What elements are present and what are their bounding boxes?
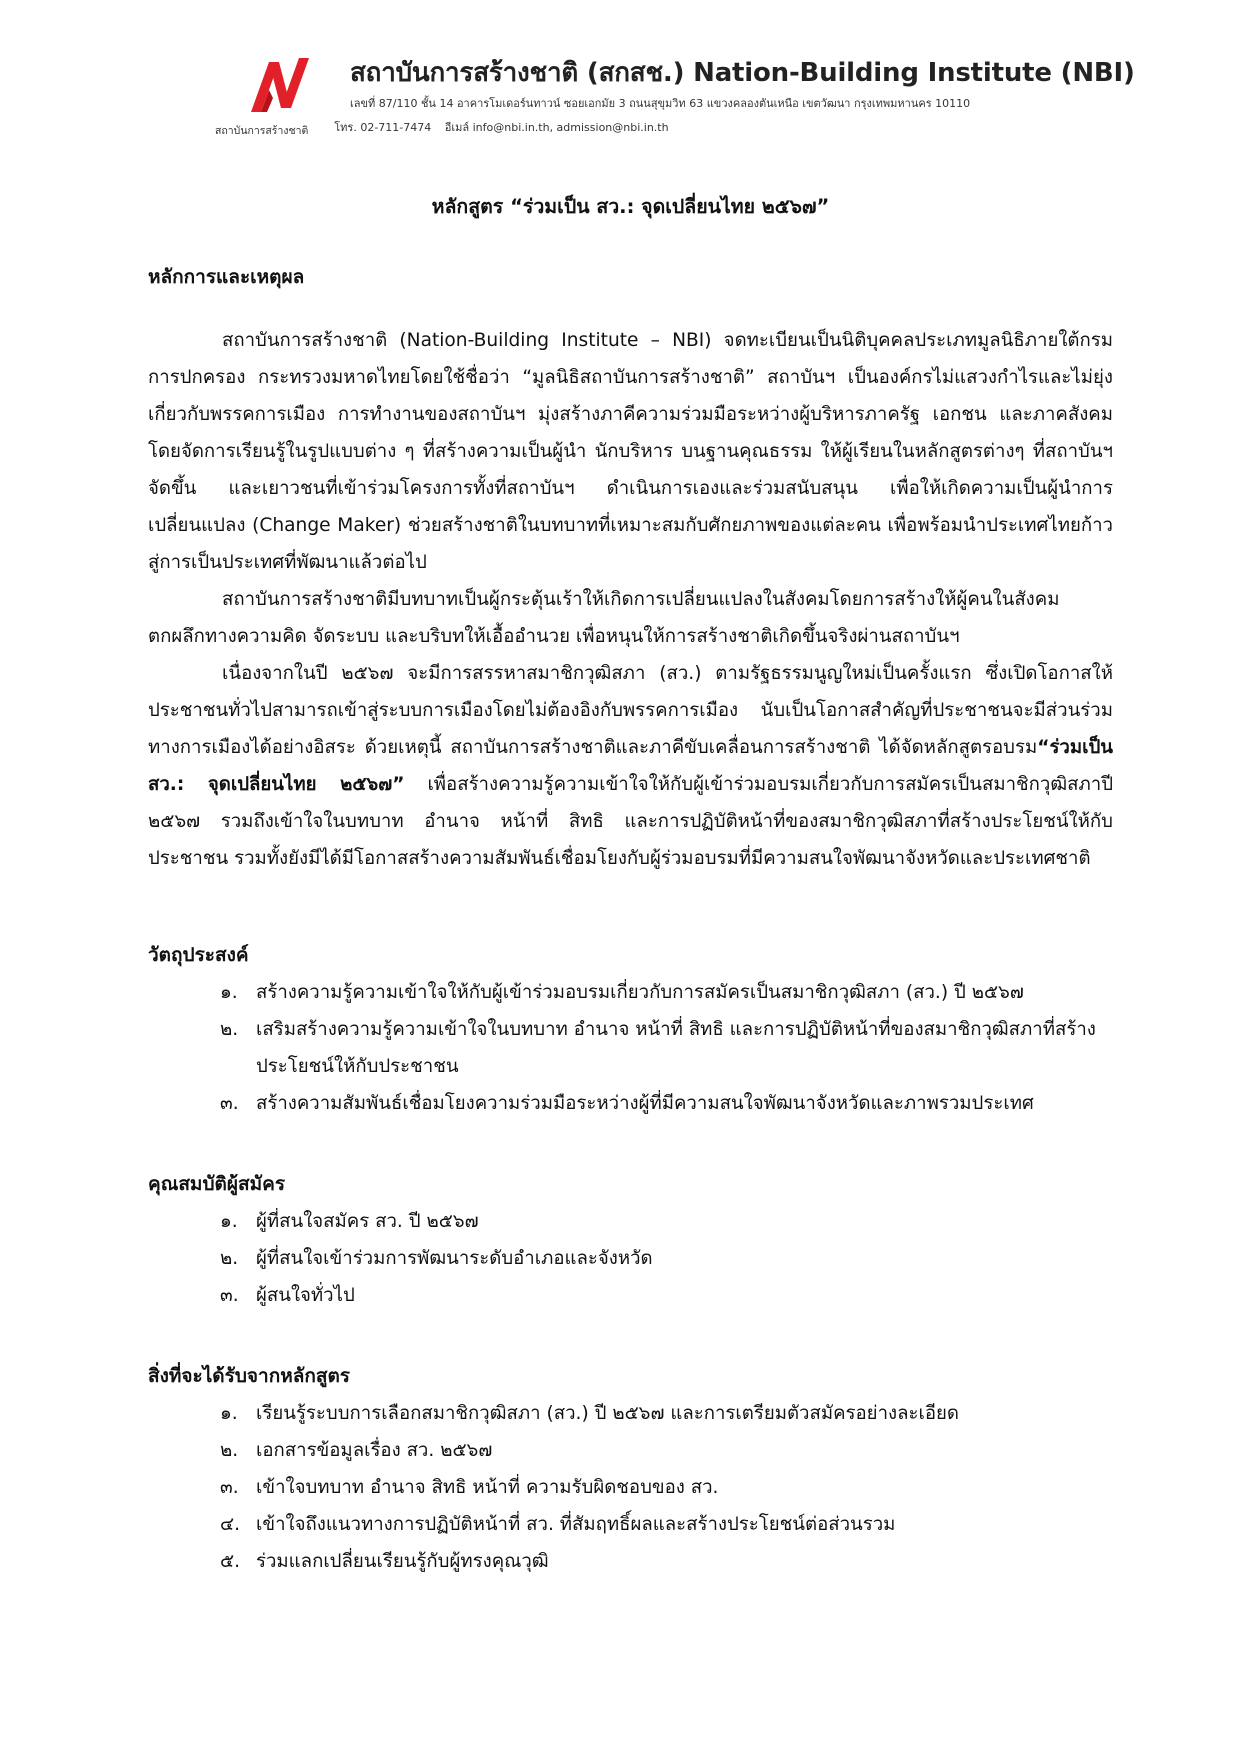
list-item-text: ผู้ที่สนใจสมัคร สว. ปี ๒๕๖๗: [256, 1211, 479, 1232]
list-item-text: เรียนรู้ระบบการเลือกสมาชิกวุฒิสภา (สว.) ปี ๒๕๖๗ และการเตรียมตัวสมัครอย่างละเอียด: [256, 1403, 959, 1424]
list-item: [220, 1506, 1113, 1543]
org-title: สถาบันการสร้างชาติ (สกสช.) Nation-Building Institute (NBI): [350, 58, 1135, 88]
list-item: [220, 1395, 1113, 1432]
paragraph-3-text-continued: เพื่อสร้างความรู้ความเข้าใจให้กับผู้เข้าร่วมอบรมเกี่ยวกับการสมัครเป็นสมาชิกวุฒิสภาปี ๒๕๖๗ รวมถึงเข้าใจในบทบาท อำนาจ หน้าที่ สิทธิ และการปฏิบัติหน้าที่ของสมาชิกวุฒิสภาที่สร้างประโยชน์ให้กับประชาชน รวมทั้งยังมีได้มีโอกาสสร้างความสัมพันธ์เชื่อมโยงกับผู้ร่วมอบรมที่มีความสนใจพัฒนาจังหวัดและประเทศชาติ: [148, 774, 1113, 869]
list-item-number: ๑.: [220, 1211, 238, 1232]
list-item-text: สร้างความสัมพันธ์เชื่อมโยงความร่วมมือระหว่างผู้ที่มีความสนใจพัฒนาจังหวัดและภาพรวมประเทศ: [256, 1093, 1034, 1114]
objectives-heading: วัตถุประสงค์: [148, 944, 249, 966]
list-item-text: ร่วมแลกเปลี่ยนเรียนรู้กับผู้ทรงคุณวุฒิ: [256, 1551, 549, 1572]
list-item-number: ๒.: [220, 1248, 239, 1269]
list-item-number: ๓.: [220, 1285, 239, 1306]
list-item-number: ๓.: [220, 1477, 239, 1498]
list-item-text: เข้าใจบทบาท อำนาจ สิทธิ หน้าที่ ความรับผิดชอบของ สว.: [256, 1477, 719, 1498]
principles-paragraph-2: สถาบันการสร้างชาติมีบทบาทเป็นผู้กระตุ้นเร้าให้เกิดการเปลี่ยนแปลงในสังคมโดยการสร้างให้ผู้คนในสังคมตกผลึกทางความคิด จัดระบบ และบริบทให้เอื้ออำนวย เพื่อหนุนให้การสร้างชาติเกิดขึ้นจริงผ่านสถาบันฯ: [148, 589, 1060, 647]
objectives-list: [148, 974, 1113, 1122]
org-phone: โทร. 02-711-7474: [334, 121, 432, 134]
course-name-inline: “ร่วมเป็น สว.: จุดเปลี่ยนไทย ๒๕๖๗”: [148, 737, 1113, 795]
org-address: เลขที่ 87/110 ชั้น 14 อาคารโมเดอร์นทาวน์ ซอยเอกมัย 3 ถนนสุขุมวิท 63 แขวงคลองตันเหนือ เขตวัฒนา กรุงเทพมหานคร 10110: [350, 97, 971, 110]
list-item: [220, 1203, 1113, 1240]
list-item-number: ๑.: [220, 1403, 238, 1424]
org-contact: [223, 118, 1123, 136]
principles-paragraph-3: [148, 655, 1113, 877]
list-item-text: เอกสารข้อมูลเรื่อง สว. ๒๕๖๗: [256, 1440, 493, 1461]
list-item-text: เสริมสร้างความรู้ความเข้าใจในบทบาท อำนาจ หน้าที่ สิทธิ และการปฏิบัติหน้าที่ของสมาชิกวุฒิสภาที่สร้างประโยชน์ให้กับประชาชน: [256, 1019, 1096, 1077]
document-title: หลักสูตร “ร่วมเป็น สว.: จุดเปลี่ยนไทย ๒๕๖๗”: [431, 195, 830, 218]
logo-caption: สถาบันการสร้างชาติ: [215, 125, 309, 137]
list-item: [220, 1011, 1113, 1085]
list-item-text: ผู้ที่สนใจเข้าร่วมการพัฒนาระดับอำเภอและจังหวัด: [256, 1248, 653, 1269]
list-item: [220, 1277, 1113, 1314]
list-item-number: ๒.: [220, 1440, 239, 1461]
document-body: [148, 188, 1113, 1580]
benefits-heading: สิ่งที่จะได้รับจากหลักสูตร: [148, 1365, 351, 1387]
qualifications-list: [148, 1203, 1113, 1314]
list-item-text: เข้าใจถึงแนวทางการปฏิบัติหน้าที่ สว. ที่สัมฤทธิ์ผลและสร้างประโยชน์ต่อส่วนรวม: [256, 1514, 896, 1535]
list-item: [220, 1240, 1113, 1277]
org-email: อีเมล์ info@nbi.in.th, admission@nbi.in.th: [444, 121, 669, 134]
list-item: [220, 1469, 1113, 1506]
list-item: [220, 1085, 1113, 1122]
list-item-number: ๕.: [220, 1551, 240, 1572]
list-item-number: ๔.: [220, 1514, 240, 1535]
list-item-text: ผู้สนใจทั่วไป: [256, 1285, 355, 1306]
list-item: [220, 1432, 1113, 1469]
qualifications-heading: คุณสมบัติผู้สมัคร: [148, 1173, 286, 1195]
letterhead: [215, 50, 1135, 140]
list-item: [220, 1543, 1113, 1580]
list-item: [220, 974, 1113, 1011]
nbi-logo-icon: [247, 54, 315, 116]
list-item-number: ๑.: [220, 982, 238, 1003]
principles-paragraph-1: สถาบันการสร้างชาติ (Nation-Building Institute – NBI) จดทะเบียนเป็นนิติบุคคลประเภทมูลนิธิภายใต้กรมการปกครอง กระทรวงมหาดไทยโดยใช้ชื่อว่า “มูลนิธิสถาบันการสร้างชาติ” สถาบันฯ เป็นองค์กรไม่แสวงกำไรและไม่ยุ่งเกี่ยวกับพรรคการเมือง การทำงานของสถาบันฯ มุ่งสร้างภาคีความร่วมมือระหว่างผู้บริหารภาครัฐ เอกชน และภาคสังคม โดยจัดการเรียนรู้ในรูปแบบต่าง ๆ ที่สร้างความเป็นผู้นำ นักบริหาร บนฐานคุณธรรม ให้ผู้เรียนในหลักสูตรต่างๆ ที่สถาบันฯ จัดขึ้น และเยาวชนที่เข้าร่วมโครงการทั้งที่สถาบันฯ ดำเนินการเองและร่วมสนับสนุน เพื่อให้เกิดความเป็นผู้นำการเปลี่ยนแปลง (Change Maker) ช่วยสร้างชาติในบทบาทที่เหมาะสมกับศักยภาพของแต่ละคน เพื่อพร้อมนำประเทศไทยก้าวสู่การเป็นประเทศที่พัฒนาแล้วต่อไป: [148, 330, 1113, 573]
paragraph-3-text: เนื่องจากในปี ๒๕๖๗ จะมีการสรรหาสมาชิกวุฒิสภา (สว.) ตามรัฐธรรมนูญใหม่เป็นครั้งแรก ซึ่งเปิดโอกาสให้ประชาชนทั่วไปสามารถเข้าสู่ระบบการเมืองโดยไม่ต้องอิงกับพรรคการเมือง นับเป็นโอกาสสำคัญที่ประชาชนจะมีส่วนร่วมทางการเมืองได้อย่างอิสระ ด้วยเหตุนี้ สถาบันการสร้างชาติและภาคีขับเคลื่อนการสร้างชาติ ได้จัดหลักสูตรอบรม: [148, 663, 1113, 758]
principles-heading: หลักการและเหตุผล: [148, 266, 305, 288]
list-item-number: ๒.: [220, 1019, 239, 1040]
list-item-number: ๓.: [220, 1093, 239, 1114]
list-item-text: สร้างความรู้ความเข้าใจให้กับผู้เข้าร่วมอบรมเกี่ยวกับการสมัครเป็นสมาชิกวุฒิสภา (สว.) ปี ๒๕๖๗: [256, 982, 1024, 1003]
benefits-list: [148, 1395, 1113, 1580]
